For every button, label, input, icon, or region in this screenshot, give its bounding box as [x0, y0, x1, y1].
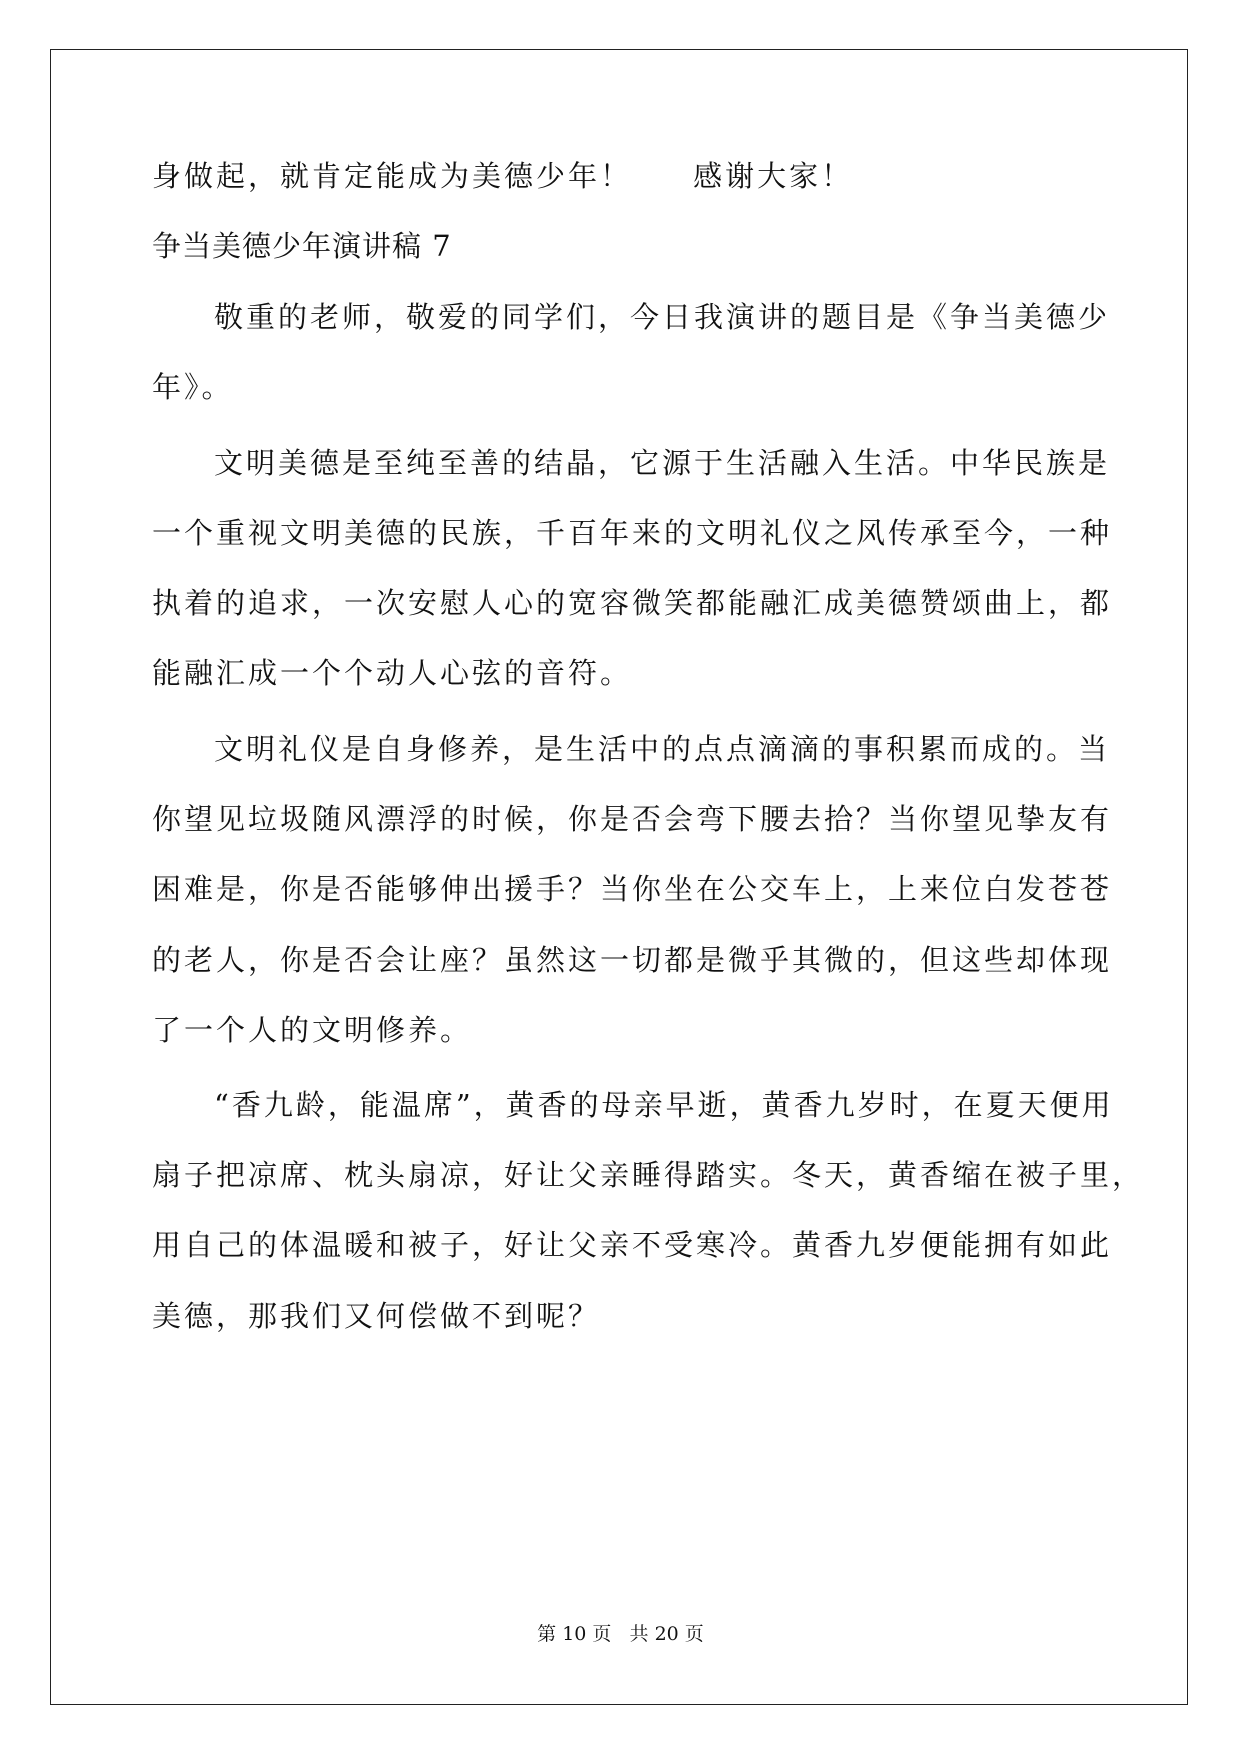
text-line: 执着的追求，一次安慰人心的宽容微笑都能融汇成美德赞颂曲上，都	[152, 586, 1113, 620]
text-line: 的老人，你是否会让座？虽然这一切都是微乎其微的，但这些却体现	[152, 943, 1113, 977]
text-line: 用自己的体温暖和被子，好让父亲不受寒冷。黄香九岁便能拥有如此	[152, 1228, 1113, 1262]
text-line: 年》。	[152, 370, 234, 404]
text-line: 身做起，就肯定能成为美德少年！ 感谢大家！	[152, 159, 854, 193]
text-line: 你望见垃圾随风漂浮的时候，你是否会弯下腰去拾？当你望见挚友有	[152, 802, 1113, 836]
section-title: 争当美德少年演讲稿 7	[152, 229, 452, 263]
text-line: 文明礼仪是自身修养，是生活中的点点滴滴的事积累而成的。当	[214, 732, 1111, 766]
text-line: 敬重的老师，敬爱的同学们，今日我演讲的题目是《争当美德少	[214, 300, 1111, 334]
text-line: “香九龄，能温席”，黄香的母亲早逝，黄香九岁时，在夏天便用	[214, 1088, 1114, 1122]
text-line: 文明美德是至纯至善的结晶，它源于生活融入生活。中华民族是	[214, 446, 1111, 480]
text-line: 一个重视文明美德的民族，千百年来的文明礼仪之风传承至今，一种	[152, 516, 1113, 550]
text-line: 美德，那我们又何偿做不到呢？	[152, 1299, 601, 1333]
text-line: 困难是，你是否能够伸出援手？当你坐在公交车上，上来位白发苍苍	[152, 872, 1113, 906]
text-line: 扇子把凉席、枕头扇凉，好让父亲睡得踏实。冬天，黄香缩在被子里，	[152, 1158, 1145, 1192]
page-number-footer: 第 10 页 共 20 页	[537, 1623, 704, 1645]
text-line: 能融汇成一个个动人心弦的音符。	[152, 656, 633, 690]
text-line: 了一个人的文明修养。	[152, 1013, 473, 1047]
